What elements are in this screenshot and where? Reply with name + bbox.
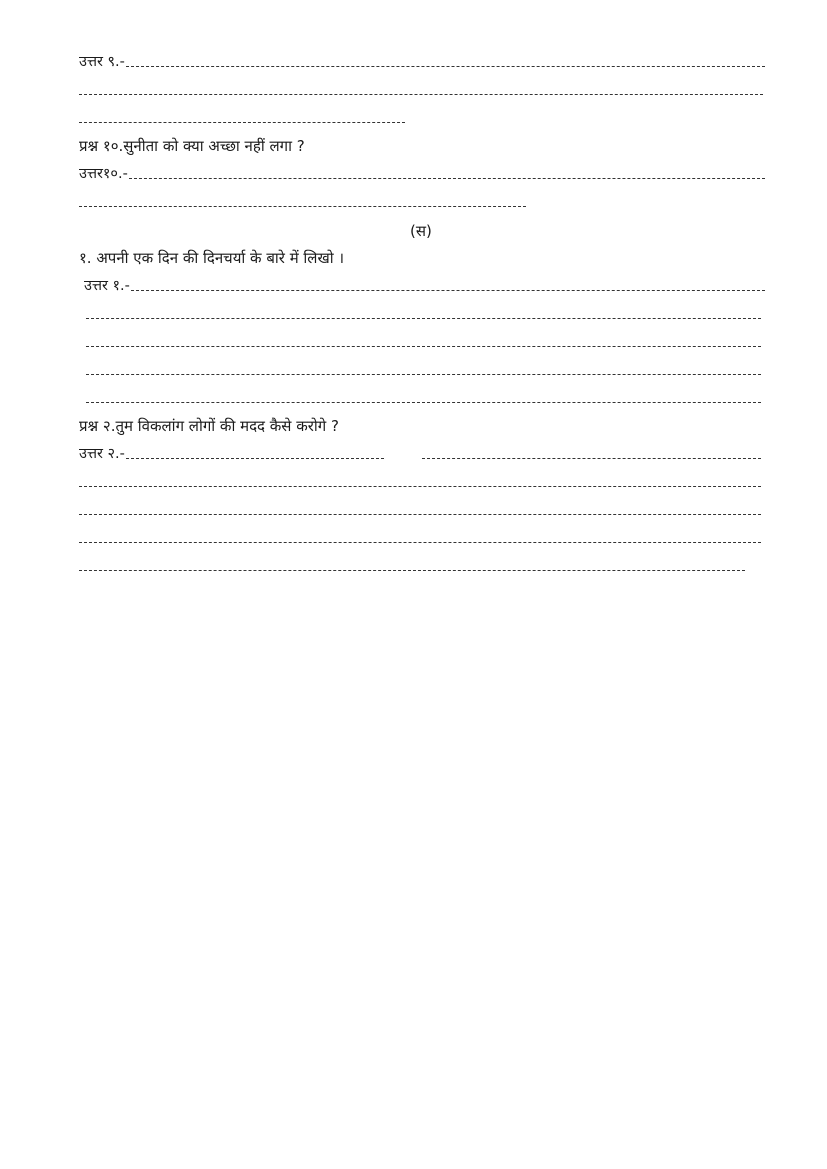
answer-line[interactable] <box>126 458 384 459</box>
answer-line[interactable] <box>79 122 405 123</box>
section-answer-1-continuation <box>86 360 761 380</box>
answer-2-continuation <box>79 500 761 520</box>
answer-line[interactable] <box>79 542 761 543</box>
answer-line[interactable] <box>86 318 761 319</box>
answer-line[interactable] <box>129 178 765 179</box>
answer-line[interactable] <box>86 346 761 347</box>
answer-line[interactable] <box>79 94 763 95</box>
section-question-1-text: १. अपनी एक दिन की दिनचर्या के बारे में लिखो । <box>79 249 345 267</box>
answer-line[interactable] <box>79 570 745 571</box>
section-answer-1-label: उत्तर १.- <box>84 278 130 294</box>
answer-10-line <box>79 164 765 184</box>
answer-10-continuation <box>79 192 526 212</box>
answer-line[interactable] <box>86 374 761 375</box>
answer-9-continuation <box>79 108 405 128</box>
section-answer-1-continuation <box>86 304 761 324</box>
answer-2-label: उत्तर २.- <box>79 446 125 462</box>
answer-line[interactable] <box>79 514 761 515</box>
answer-line[interactable] <box>131 290 765 291</box>
question-10-text: प्रश्न १०.सुनीता को क्या अच्छा नहीं लगा ? <box>79 137 305 155</box>
answer-2-continuation <box>79 556 745 576</box>
answer-9-label: उत्तर ९.- <box>79 54 125 70</box>
section-answer-1-continuation <box>86 388 761 408</box>
section-answer-1-continuation <box>86 332 761 352</box>
answer-2-line <box>79 444 761 464</box>
answer-line[interactable] <box>126 66 765 67</box>
answer-line[interactable] <box>79 206 526 207</box>
answer-9-continuation <box>79 80 763 100</box>
answer-9-line <box>79 52 765 72</box>
answer-line[interactable] <box>86 402 761 403</box>
question-2-text: प्रश्न २.तुम विकलांग लोगों की मदद कैसे करोगे ? <box>79 417 339 435</box>
answer-2-continuation <box>79 528 761 548</box>
answer-line[interactable] <box>79 486 761 487</box>
answer-2-continuation <box>79 472 761 492</box>
section-answer-1-line <box>84 276 765 296</box>
section-marker: (स) <box>410 222 432 240</box>
answer-10-label: उत्तर१०.- <box>79 166 128 182</box>
answer-line[interactable] <box>422 458 761 459</box>
